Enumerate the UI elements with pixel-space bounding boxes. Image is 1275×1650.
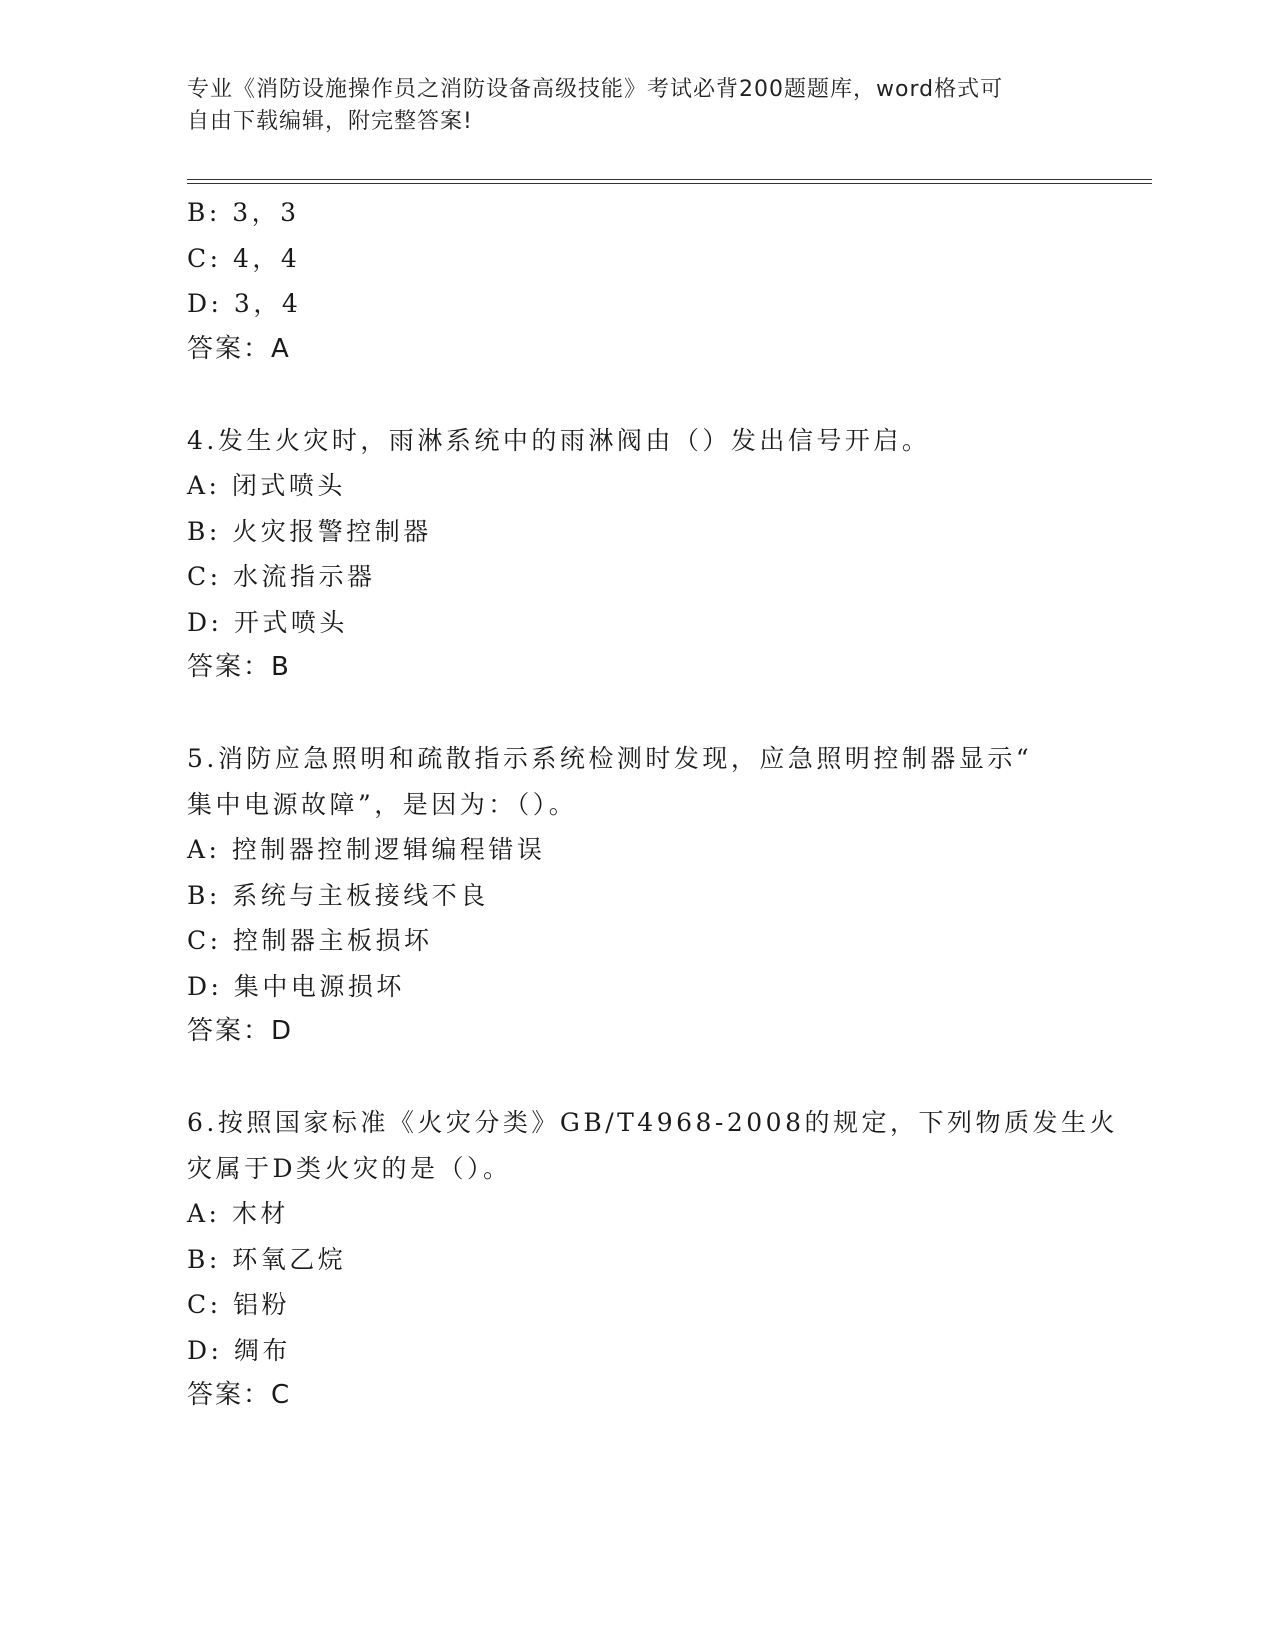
header-line-2: 自由下载编辑，附完整答案! [187,109,473,134]
question-3-partial [187,190,1087,372]
option-d: D: 3，4 [187,289,302,318]
question-text: 4.发生火灾时，雨淋系统中的雨淋阀由（）发出信号开启。 [187,425,931,455]
question-text-continued: 灾属于D类火灾的是（）。 [187,1153,512,1183]
answer: 答案：D [187,1016,294,1046]
header-line-1: 专业《消防设施操作员之消防设备高级技能》考试必背200题题库，word格式可 [187,77,1004,102]
option-d: D: 绸布 [187,1335,291,1365]
option-a: A: 木材 [187,1199,289,1228]
answer: 答案：C [187,1380,292,1410]
spacer [187,691,1087,737]
question-4 [187,418,1087,691]
question-list [187,190,1118,1419]
option-a: A: 控制器控制逻辑编程错误 [187,835,546,864]
spacer [187,372,1087,418]
option-b: B: 火灾报警控制器 [187,516,432,546]
answer: 答案：A [187,333,291,364]
question-text-continued: 集中电源故障”，是因为：（）。 [187,789,578,819]
header-rule-top [187,179,1152,180]
option-d: D: 集中电源损坏 [187,971,405,1001]
option-a: A: 闭式喷头 [187,471,346,500]
option-c: C: 铝粉 [187,1290,290,1319]
option-c: C: 控制器主板损坏 [187,926,433,955]
option-b: B: 环氧乙烷 [187,1244,347,1274]
document-header [187,74,1067,138]
option-c: C: 4，4 [187,243,301,273]
question-text: 5.消防应急照明和疏散指示系统检测时发现，应急照明控制器显示“ [187,744,1033,773]
option-b: B: 3，3 [187,198,300,227]
question-5 [187,736,1087,1055]
header-rule-bottom [187,183,1152,184]
question-text: 6.按照国家标准《火灾分类》GB/T4968-2008的规定，下列物质发生火 [187,1108,1118,1137]
question-6 [187,1100,1118,1419]
option-d: D: 开式喷头 [187,607,348,637]
answer: 答案：B [187,652,291,682]
option-b: B: 系统与主板接线不良 [187,880,489,910]
option-c: C: 水流指示器 [187,562,376,591]
spacer [187,1055,1087,1101]
